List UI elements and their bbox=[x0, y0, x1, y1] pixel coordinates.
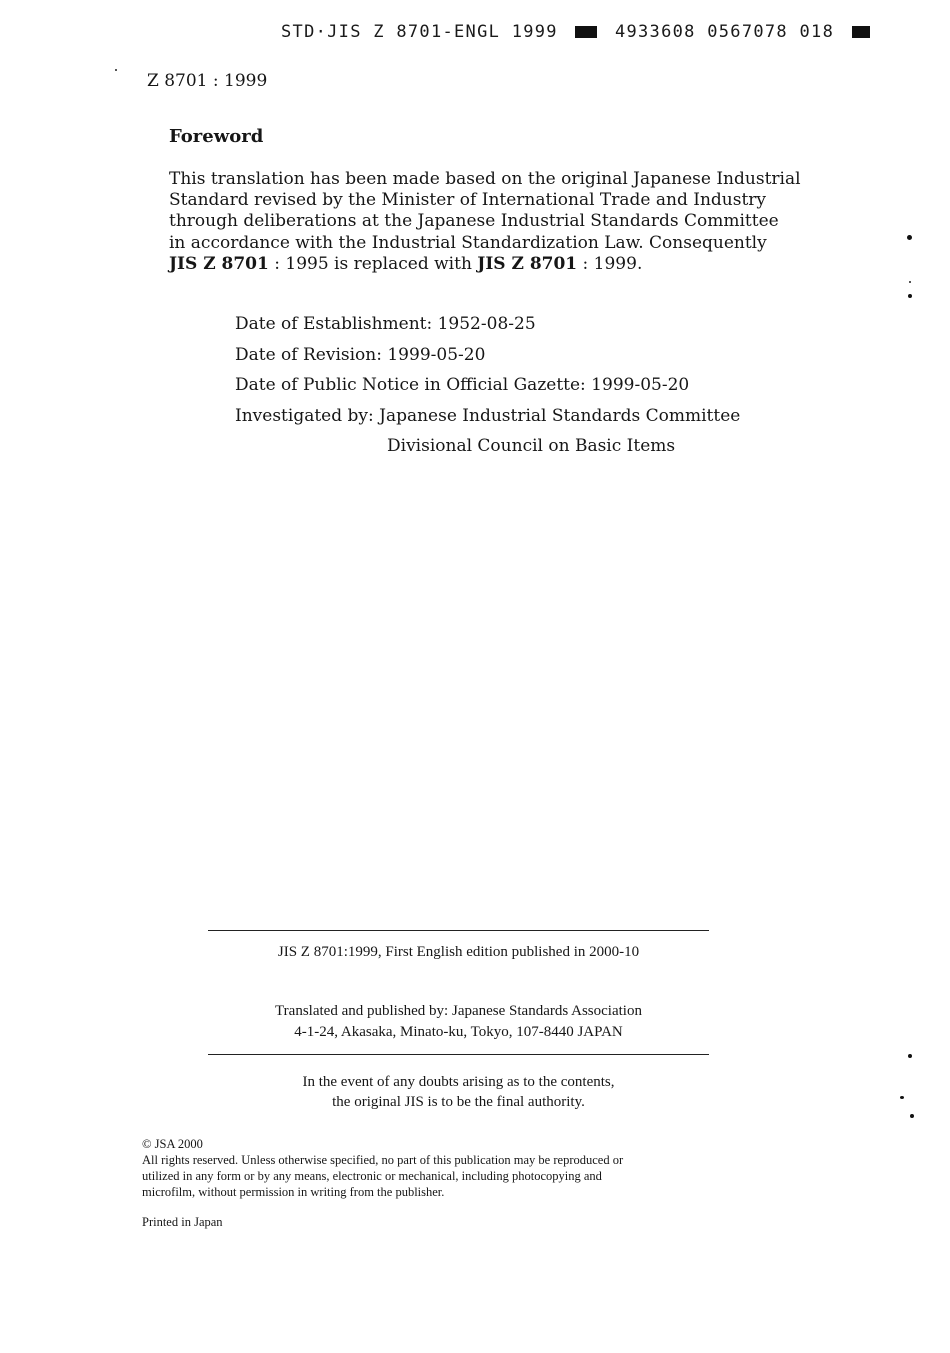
rights-line: utilized in any form or by any means, electronic or mechanical, including photocopying and bbox=[142, 1169, 602, 1183]
divisional-council: Divisional Council on Basic Items bbox=[387, 436, 676, 456]
rights-line: microfilm, without permission in writing from the publisher. bbox=[142, 1185, 445, 1199]
scan-header-code: 4933608 0567078 018 bbox=[614, 22, 835, 42]
page-identifier: Z 8701 : 1999 bbox=[147, 71, 268, 91]
date-of-revision: Date of Revision: 1999-05-20 bbox=[235, 344, 486, 365]
investigated-by bbox=[235, 406, 740, 437]
paragraph-line-final bbox=[169, 254, 779, 275]
investigated-label: Investigated by: bbox=[235, 405, 380, 426]
foreword-heading: Foreword bbox=[169, 126, 264, 147]
copyright-notice: © JSA 2000 bbox=[142, 1137, 203, 1151]
divider-bottom bbox=[208, 1054, 709, 1055]
scan-speck bbox=[909, 281, 911, 283]
scan-speck bbox=[908, 294, 912, 298]
rights-line: All rights reserved. Unless otherwise specified, no part of this publication may be reproduced or bbox=[142, 1153, 624, 1167]
scan-speck bbox=[907, 235, 912, 240]
edition-line: JIS Z 8701:1999, First English edition published in 2000-10 bbox=[277, 944, 640, 960]
foreword-paragraph bbox=[169, 169, 801, 275]
paragraph-line: This translation has been made based on the original Japanese Industrial bbox=[169, 169, 801, 189]
replacement-text: : 1995 is replaced with bbox=[268, 253, 478, 274]
paragraph-line: Standard revised by the Minister of International Trade and Industry bbox=[169, 190, 767, 211]
scan-speck bbox=[910, 1114, 914, 1118]
new-year-text: : 1999. bbox=[577, 253, 643, 274]
paragraph-line: in accordance with the Industrial Standardization Law. Consequently bbox=[169, 232, 767, 253]
scan-speck bbox=[900, 1096, 904, 1099]
publisher-line: Translated and published by: Japanese Standards Association bbox=[275, 1003, 642, 1019]
divider-top bbox=[208, 930, 709, 931]
printed-in: Printed in Japan bbox=[142, 1215, 223, 1229]
authority-note-2: the original JIS is to be the final authority. bbox=[332, 1094, 585, 1110]
date-of-establishment: Date of Establishment: 1952-08-25 bbox=[235, 314, 536, 334]
scan-header-standard: STD·JIS Z 8701-ENGL 1999 bbox=[281, 22, 558, 42]
paragraph-line: through deliberations at the Japanese Industrial Standards Committee bbox=[169, 211, 779, 232]
scan-speck bbox=[115, 69, 117, 71]
redaction-block bbox=[852, 26, 870, 38]
scan-header bbox=[281, 22, 870, 42]
scan-speck bbox=[908, 1054, 912, 1058]
date-of-public-notice: Date of Public Notice in Official Gazette: 1999-05-20 bbox=[235, 375, 690, 395]
authority-note-1: In the event of any doubts arising as to the contents, bbox=[302, 1074, 615, 1090]
new-standard-ref: JIS Z 8701 bbox=[477, 253, 578, 274]
publisher-address: 4-1-24, Akasaka, Minato-ku, Tokyo, 107-8440 JAPAN bbox=[294, 1024, 623, 1040]
redaction-block bbox=[575, 26, 597, 38]
investigating-committee: Japanese Industrial Standards Committee bbox=[379, 405, 741, 426]
old-standard-ref: JIS Z 8701 bbox=[169, 253, 269, 274]
dates-block bbox=[235, 314, 740, 467]
